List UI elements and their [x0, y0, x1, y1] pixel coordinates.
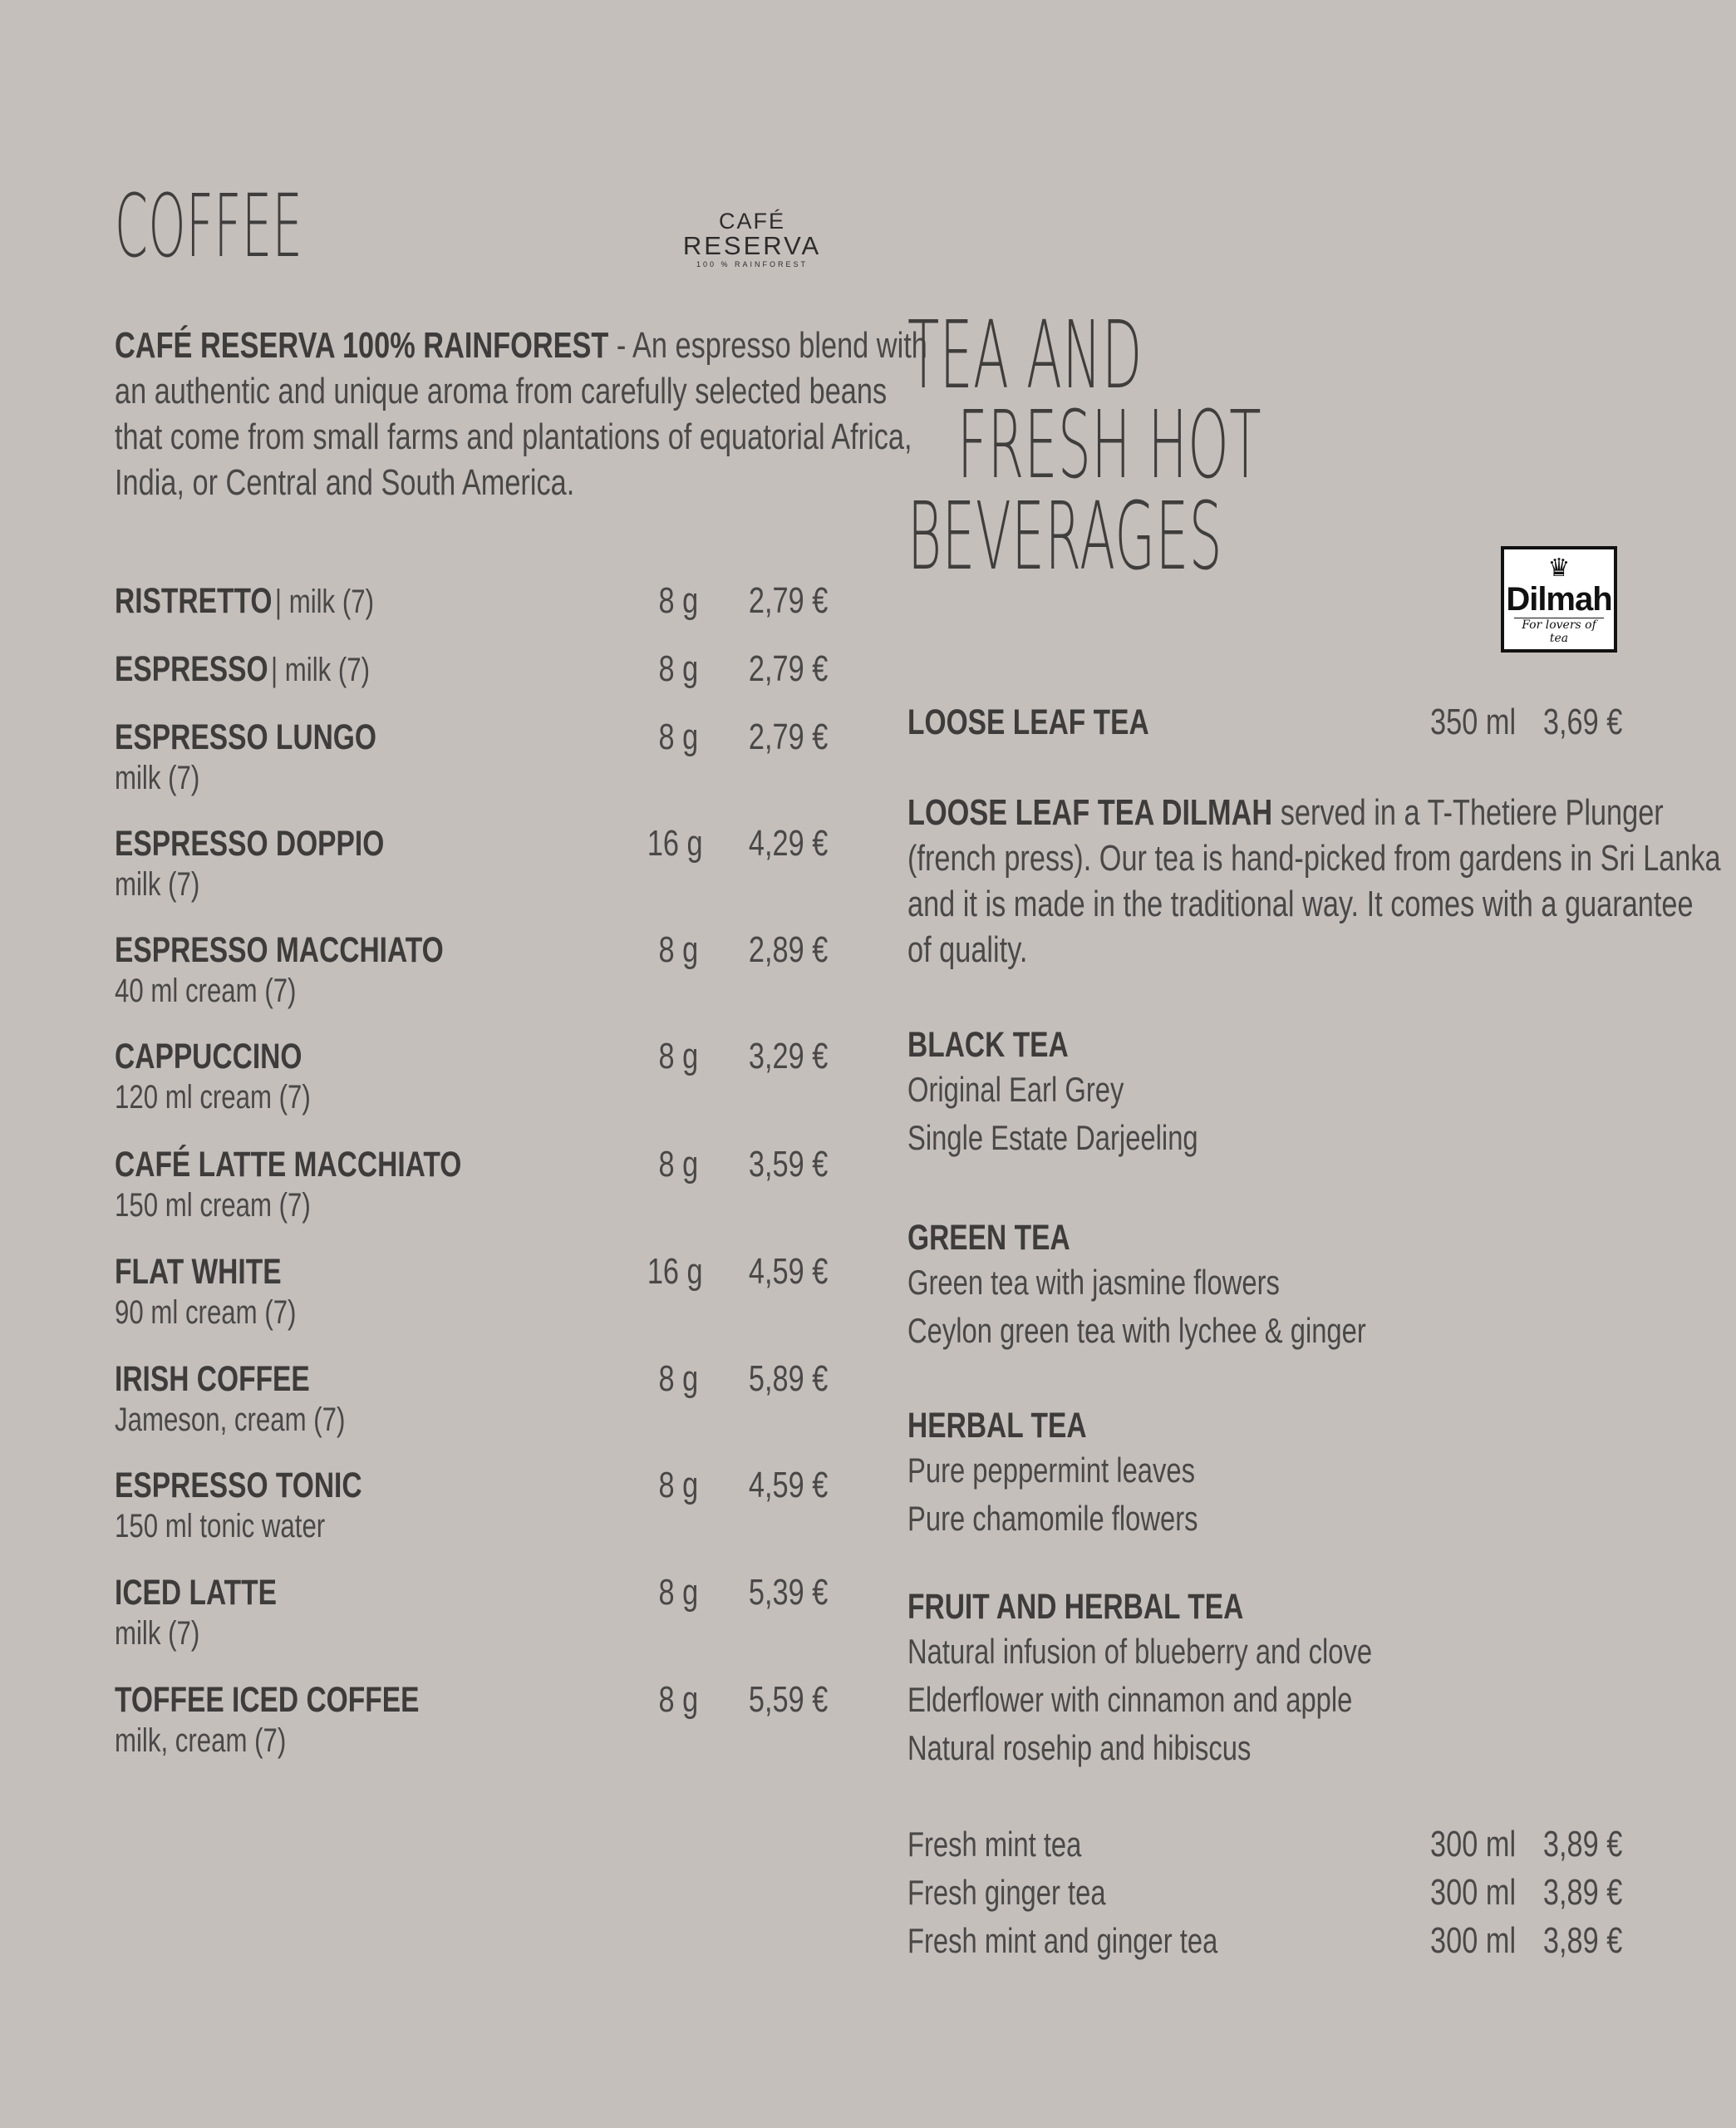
menu-item-price — [726, 1465, 828, 1506]
tea-category — [907, 1405, 1280, 1543]
loose-leaf-price: 3,69 € — [1542, 702, 1623, 742]
menu-item — [115, 1465, 432, 1546]
tea-item: Original Earl Grey — [907, 1070, 1124, 1109]
tea-item: Natural rosehip and hibiscus — [907, 1728, 1252, 1767]
menu-item-price-text: 5,59 € — [748, 1679, 829, 1720]
menu-item-line — [115, 1036, 302, 1077]
menu-item-qty-text: 8 g — [658, 580, 698, 621]
fresh-tea-price-text: 3,89 € — [1542, 1920, 1623, 1961]
intro-line: that come from small farms and plantations of equatorial Africa, — [115, 416, 912, 457]
tea-category — [907, 1217, 1495, 1355]
menu-item-price-text: 3,59 € — [748, 1144, 829, 1185]
desc-bold: LOOSE LEAF TEA DILMAH — [907, 792, 1273, 833]
menu-item-qty — [632, 1251, 703, 1293]
desc-line: and it is made in the traditional way. It comes with a guarantee — [907, 884, 1694, 924]
fresh-tea-price — [1521, 1872, 1623, 1914]
menu-item-name: ESPRESSO LUNGO — [115, 717, 376, 757]
dilmah-tagline: For lovers of tea — [1514, 618, 1604, 645]
menu-item-line — [115, 1572, 277, 1613]
menu-item-qty — [632, 1036, 698, 1077]
intro-line: - An espresso blend with — [616, 325, 927, 366]
menu-item-note: 40 ml cream (7) — [115, 973, 297, 1009]
menu-item-price — [726, 1572, 828, 1613]
menu-item-price — [726, 823, 828, 864]
menu-item-line — [115, 1358, 310, 1400]
tea-item: Natural infusion of blueberry and clove — [907, 1632, 1373, 1671]
fresh-tea-price — [1521, 1824, 1623, 1865]
menu-item-price-text: 4,59 € — [748, 1465, 829, 1505]
menu-item-line — [115, 580, 374, 622]
desc-line: of quality. — [907, 929, 1028, 970]
menu-item-line — [115, 717, 376, 758]
menu-item-line — [115, 1251, 282, 1293]
logo-line-2: RESERVA — [682, 231, 822, 260]
menu-item-qty-text: 8 g — [658, 1572, 698, 1613]
logo-line-3: 100 % RAINFOREST — [696, 260, 809, 268]
menu-item-name: TOFFEE ICED COFFEE — [115, 1680, 420, 1720]
menu-item-note: 120 ml cream (7) — [115, 1079, 311, 1116]
menu-item-qty-text: 8 g — [658, 1679, 698, 1720]
loose-leaf-qty: 350 ml — [1430, 702, 1517, 742]
menu-item-price — [726, 1679, 828, 1721]
menu-item-qty-text: 8 g — [658, 1465, 698, 1505]
intro-line: an authentic and unique aroma from carefully selected beans — [115, 371, 888, 411]
menu-item — [115, 1572, 322, 1653]
fresh-tea-qty — [1406, 1920, 1517, 1962]
menu-item-name: ESPRESSO — [115, 649, 268, 689]
intro-bold: CAFÉ RESERVA 100% RAINFOREST — [115, 325, 609, 366]
menu-item — [115, 1358, 411, 1440]
menu-item-line — [115, 1679, 419, 1721]
fresh-tea-price-text: 3,89 € — [1542, 1872, 1623, 1913]
menu-item — [115, 1144, 559, 1225]
menu-item-qty-text: 8 g — [658, 929, 698, 970]
cafe-reserva-logo — [669, 209, 835, 269]
menu-item-price-text: 5,39 € — [748, 1572, 829, 1613]
tea-title-line: BEVERAGES — [907, 483, 1223, 591]
menu-item-price-text: 2,79 € — [748, 648, 829, 689]
tea-category-name: FRUIT AND HERBAL TEA — [907, 1587, 1244, 1627]
menu-item-qty-text: 16 g — [647, 1251, 703, 1292]
fresh-tea-name: Fresh mint and ginger tea — [907, 1921, 1218, 1960]
fresh-tea-price — [1521, 1920, 1623, 1962]
fresh-tea-name: Fresh mint tea — [907, 1825, 1082, 1864]
tea-category-name: GREEN TEA — [907, 1218, 1070, 1258]
logo-line-1: CAFÉ — [718, 209, 785, 234]
tea-category — [907, 1024, 1280, 1162]
crest-icon: ♛ — [1547, 554, 1571, 582]
menu-item-price — [726, 929, 828, 971]
menu-item — [115, 929, 536, 1011]
fresh-tea-item — [907, 1869, 1162, 1917]
fresh-tea-qty-text: 300 ml — [1430, 1872, 1517, 1913]
dilmah-logo — [1501, 546, 1617, 653]
fresh-tea-qty-text: 300 ml — [1430, 1920, 1517, 1961]
menu-item — [115, 648, 442, 690]
menu-item-name: FLAT WHITE — [115, 1252, 282, 1292]
menu-item-price-text: 3,29 € — [748, 1036, 829, 1076]
menu-item-line — [115, 1465, 362, 1506]
menu-item-name: ESPRESSO DOPPIO — [115, 824, 385, 864]
menu-item-qty — [632, 648, 698, 690]
menu-item — [115, 580, 447, 622]
fresh-tea-item — [907, 1917, 1306, 1965]
tea-category-name: HERBAL TEA — [907, 1406, 1087, 1446]
fresh-tea-qty — [1406, 1824, 1517, 1865]
menu-item-name: ICED LATTE — [115, 1573, 278, 1613]
menu-item-name: CAPPUCCINO — [115, 1037, 302, 1076]
tea-item: Green tea with jasmine flowers — [907, 1263, 1280, 1302]
menu-item-qty — [632, 1144, 698, 1185]
menu-item-qty-text: 8 g — [658, 1036, 698, 1076]
fresh-tea-price-text: 3,89 € — [1542, 1824, 1623, 1864]
menu-item-price — [726, 580, 828, 622]
intro-line: India, or Central and South America. — [115, 462, 575, 503]
desc-line: served in a T-Thetiere Plunger — [1280, 792, 1664, 833]
fresh-tea-qty — [1406, 1872, 1517, 1914]
menu-item-qty-text: 8 g — [658, 648, 698, 689]
menu-item-qty-text: 8 g — [658, 717, 698, 757]
menu-item-price-text: 2,79 € — [748, 717, 829, 757]
tea-item: Pure chamomile flowers — [907, 1499, 1198, 1538]
menu-item-note: milk (7) — [115, 1615, 200, 1652]
menu-item-price-text: 5,89 € — [748, 1358, 829, 1399]
menu-item-price-text: 4,29 € — [748, 823, 829, 864]
tea-category — [907, 1586, 1503, 1772]
menu-item-price — [726, 1251, 828, 1293]
menu-item — [115, 717, 450, 798]
menu-item-price — [726, 717, 828, 758]
menu-item-name: ESPRESSO TONIC — [115, 1465, 362, 1505]
menu-item-price-text: 2,89 € — [748, 929, 829, 970]
menu-item-line — [115, 648, 370, 690]
menu-item-qty — [632, 580, 698, 622]
menu-item-note: milk (7) — [115, 760, 200, 796]
menu-item-price-text: 2,79 € — [748, 580, 829, 621]
menu-item-note: Jameson, cream (7) — [115, 1401, 346, 1438]
menu-item-line — [115, 1144, 461, 1185]
menu-item-note: 90 ml cream (7) — [115, 1294, 297, 1331]
menu-item-qty — [632, 1358, 698, 1400]
menu-item-name: RISTRETTO — [115, 581, 273, 621]
tea-description — [907, 790, 1736, 973]
menu-item-name: IRISH COFFEE — [115, 1359, 310, 1399]
menu-item-qty-text: 16 g — [647, 823, 703, 864]
menu-item-qty-text: 8 g — [658, 1144, 698, 1185]
tea-title-line: FRESH HOT — [957, 392, 1262, 500]
fresh-tea-item — [907, 1820, 1130, 1869]
menu-item-note: milk (7) — [115, 866, 200, 903]
tea-item: Single Estate Darjeeling — [907, 1118, 1198, 1157]
menu-item-name: ESPRESSO MACCHIATO — [115, 930, 444, 970]
loose-leaf-name: LOOSE LEAF TEA — [907, 702, 1149, 742]
menu-item-note: 150 ml cream (7) — [115, 1187, 311, 1224]
menu-item-price — [726, 1144, 828, 1185]
tea-title-line: TEA AND — [907, 302, 1143, 410]
tea-item: Pure peppermint leaves — [907, 1451, 1196, 1490]
menu-item-name: CAFÉ LATTE MACCHIATO — [115, 1145, 462, 1185]
menu-item-line — [115, 929, 444, 971]
tea-item: Ceylon green tea with lychee & ginger — [907, 1311, 1366, 1350]
menu-item-qty — [632, 1679, 698, 1721]
tea-item: Elderflower with cinnamon and apple — [907, 1680, 1353, 1719]
menu-item-note: milk, cream (7) — [115, 1722, 287, 1759]
menu-item-qty-text: 8 g — [658, 1358, 698, 1399]
menu-item — [115, 1036, 366, 1117]
menu-item-line — [115, 823, 384, 864]
menu-item-qty — [632, 717, 698, 758]
desc-line: (french press). Our tea is hand-picked from gardens in Sri Lanka — [907, 838, 1721, 879]
menu-item-inline-note: | milk (7) — [271, 652, 371, 688]
menu-item-note: 150 ml tonic water — [115, 1508, 326, 1544]
tea-category-name: BLACK TEA — [907, 1025, 1069, 1065]
menu-item — [115, 1251, 347, 1332]
menu-item-qty — [632, 1572, 698, 1613]
menu-item — [115, 823, 460, 904]
coffee-title: COFFEE — [115, 175, 303, 277]
menu-item-price — [726, 648, 828, 690]
fresh-tea-name: Fresh ginger tea — [907, 1873, 1106, 1912]
menu-item-qty — [632, 929, 698, 971]
dilmah-name: Dilmah — [1506, 581, 1612, 618]
menu-item-price-text: 4,59 € — [748, 1251, 829, 1292]
menu-item-qty — [632, 1465, 698, 1506]
menu-item-qty — [632, 823, 703, 864]
fresh-tea-qty-text: 300 ml — [1430, 1824, 1517, 1864]
menu-item-price — [726, 1036, 828, 1077]
menu-item — [115, 1679, 505, 1761]
menu-item-inline-note: | milk (7) — [274, 584, 374, 620]
menu-item-price — [726, 1358, 828, 1400]
